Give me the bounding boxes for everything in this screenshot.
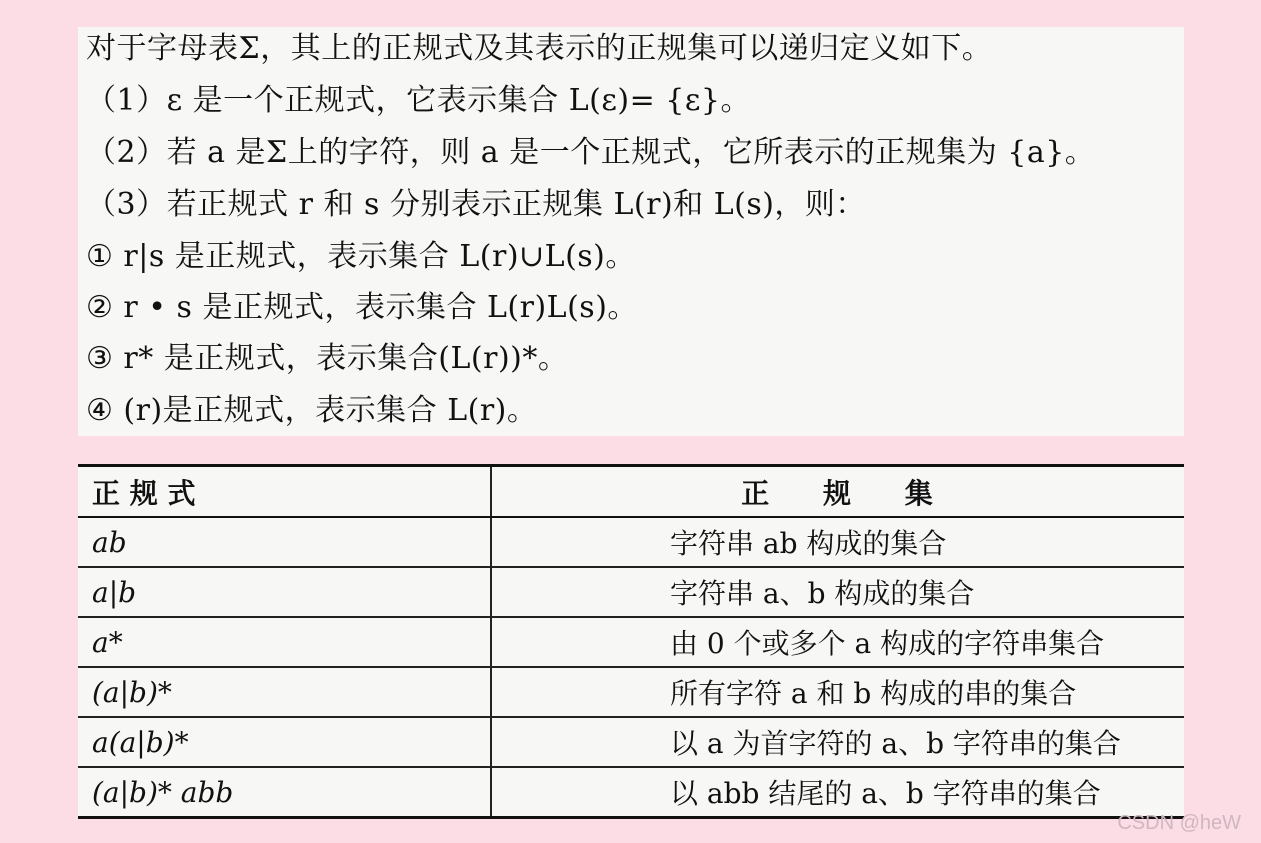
definition-rule-1: （1）ε 是一个正规式，它表示集合 L(ε)= {ε}。 [86,83,751,118]
table-row [78,717,1184,767]
table-row [78,667,1184,717]
watermark: CSDN @heW [1117,812,1241,834]
definition-panel [78,27,1184,436]
set-cell: 字符串 ab 构成的集合 [491,517,1184,567]
set-cell: 所有字符 a 和 b 构成的串的集合 [491,667,1184,717]
definition-rule-3-3: ③ r* 是正规式，表示集合(L(r))*。 [86,341,569,376]
set-cell: 字符串 a、b 构成的集合 [491,567,1184,617]
regex-table-panel [78,464,1184,818]
regex-cell: (a|b)* abb [78,767,491,818]
definition-rule-3: （3）若正规式 r 和 s 分别表示正规集 L(r)和 L(s)，则： [86,187,866,222]
regex-table [78,464,1184,819]
set-cell: 由 0 个或多个 a 构成的字符串集合 [491,617,1184,667]
table-row [78,517,1184,567]
definition-intro: 对于字母表Σ，其上的正规式及其表示的正规集可以递归定义如下。 [86,31,993,66]
definition-rule-3-4: ④ (r)是正规式，表示集合 L(r)。 [86,393,538,428]
set-cell: 以 a 为首字符的 a、b 字符串的集合 [491,717,1184,767]
regex-cell: a|b [78,567,491,617]
table-row [78,567,1184,617]
table-header-row [78,466,1184,518]
regex-cell: (a|b)* [78,667,491,717]
regex-cell: a(a|b)* [78,717,491,767]
header-regular-set: 正 规 集 [491,466,1184,518]
definition-rule-3-2: ② r • s 是正规式，表示集合 L(r)L(s)。 [86,290,638,325]
regex-cell: a* [78,617,491,667]
definition-rule-2: （2）若 a 是Σ上的字符，则 a 是一个正规式，它所表示的正规集为 {a}。 [86,135,1096,170]
header-regex: 正 规 式 [78,466,491,518]
regex-cell: ab [78,517,491,567]
definition-rule-3-1: ① r|s 是正规式，表示集合 L(r)∪L(s)。 [86,239,636,274]
table-row [78,767,1184,818]
set-cell: 以 abb 结尾的 a、b 字符串的集合 [491,767,1184,818]
table-row [78,617,1184,667]
